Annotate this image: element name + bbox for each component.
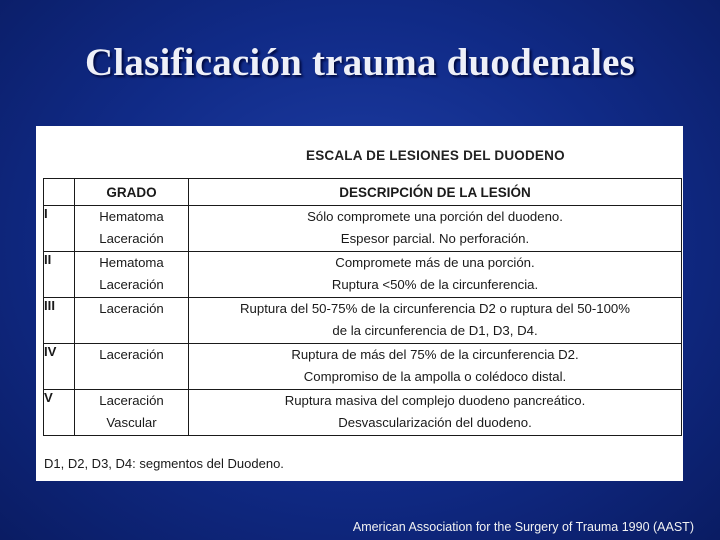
table-row (44, 206, 682, 252)
description-line: Espesor parcial. No perforación. (340, 231, 530, 246)
lesion-type: Laceración (99, 231, 164, 246)
source-citation: American Association for the Surgery of Trauma 1990 (AAST) (352, 520, 694, 534)
lesion-description (189, 206, 682, 252)
grade-number: II (44, 252, 75, 298)
lesion-description (189, 252, 682, 298)
description-line: Desvascularización del duodeno. (338, 415, 532, 430)
description-line: Ruptura de más del 75% de la circunferencia D2. (291, 347, 579, 362)
table-row (44, 298, 682, 344)
lesion-description (189, 390, 682, 436)
lesion-type: Hematoma (99, 255, 164, 270)
table-footnote: D1, D2, D3, D4: segmentos del Duodeno. (44, 456, 284, 471)
lesion-type: Hematoma (99, 209, 164, 224)
header-description: DESCRIPCIÓN DE LA LESIÓN (189, 179, 682, 206)
header-grade: GRADO (75, 179, 189, 206)
table-row (44, 390, 682, 436)
lesion-types (75, 206, 189, 252)
table-title: ESCALA DE LESIONES DEL DUODENO (306, 148, 565, 163)
lesion-description (189, 298, 682, 344)
lesion-scale-panel (36, 126, 683, 481)
grade-number: III (44, 298, 75, 344)
description-line: Sólo compromete una porción del duodeno. (307, 209, 563, 224)
lesion-types (75, 298, 189, 344)
lesion-description (189, 344, 682, 390)
description-line: Compromiso de la ampolla o colédoco distal. (303, 369, 567, 384)
lesion-type: Laceración (99, 393, 164, 408)
grade-number: V (44, 390, 75, 436)
table-row (44, 252, 682, 298)
description-line: Ruptura del 50-75% de la circunferencia D2 o ruptura del 50-100% (240, 301, 630, 316)
lesion-type: Laceración (99, 277, 164, 292)
lesion-type: Vascular (106, 415, 157, 430)
lesion-types (75, 344, 189, 390)
lesion-table (43, 178, 682, 436)
grade-number: IV (44, 344, 75, 390)
table-header-row (44, 179, 682, 206)
description-line: Ruptura masiva del complejo duodeno pancreático. (284, 393, 586, 408)
lesion-type: Laceración (99, 301, 164, 316)
table-row (44, 344, 682, 390)
grade-number: I (44, 206, 75, 252)
lesion-types (75, 390, 189, 436)
lesion-type: Laceración (99, 347, 164, 362)
lesion-types (75, 252, 189, 298)
description-line: de la circunferencia de D1, D3, D4. (332, 323, 538, 338)
slide-title: Clasificación trauma duodenales (84, 41, 636, 84)
description-line: Ruptura <50% de la circunferencia. (331, 277, 539, 292)
header-grade-number (44, 179, 75, 206)
description-line: Compromete más de una porción. (335, 255, 535, 270)
